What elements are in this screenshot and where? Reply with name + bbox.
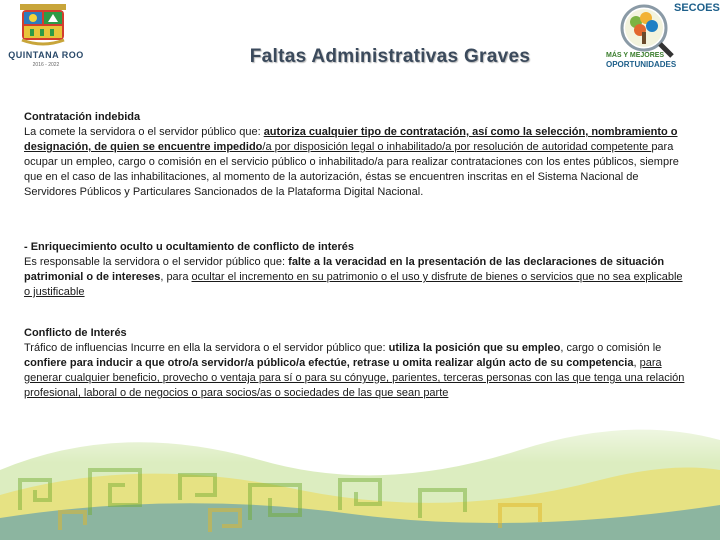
body-mid: , para — [160, 271, 192, 283]
secoes-tagline-2: OPORTUNIDADES — [606, 60, 677, 69]
body-rest: para ocupar un empleo, cargo o comisión en el servicio público o inhabilitado/a para realizar contrataciones con los entes públicos, siempre que en el caso de las inhabilitaciones, al momento de la autorización, éstas se encuentren inscritas en el Sistema Nacional de Servidores Públicos y Particulares Sancionados de la Plataforma Digital Nacional. — [24, 141, 679, 198]
secoes-logo — [604, 2, 718, 76]
body-underlined: para generar cualquier beneficio, provecho o ventaja para sí o para su cónyuge, parientes, terceras personas con las que tenga una relación profesional, laboral o de negocios o para socios/as o sociedades de las que sean parte — [24, 357, 685, 399]
secoes-tagline-1: MÁS Y MEJORES — [606, 52, 665, 59]
body-mid: , cargo o comisión le — [560, 342, 662, 354]
body-emphasis: autoriza cualquier tipo de contratación, así como la selección, nombramiento o designación, de quien se encuentre impedido — [24, 126, 678, 153]
header — [0, 0, 720, 80]
body-underlined: /a por disposición legal o inhabilitado/a por resolución de autoridad competente — [262, 141, 652, 153]
section-heading: Conflicto de Interés — [24, 327, 127, 339]
body-mid: , — [633, 357, 640, 369]
section-enriquecimiento — [24, 240, 688, 300]
section-conflicto — [24, 326, 688, 401]
logo-left-tagline: 2016 - 2022 — [32, 62, 60, 68]
body-intro: Tráfico de influencias Incurre en ella la servidora o el servidor público que: — [24, 342, 389, 354]
section-body — [24, 255, 688, 300]
section-heading: - Enriquecimiento oculto u ocultamiento de conflicto de interés — [24, 241, 355, 253]
section-body — [24, 341, 688, 401]
body-intro: Es responsable la servidora o el servidor público que: — [24, 256, 289, 268]
section-body — [24, 125, 688, 200]
section-contratacion — [24, 110, 688, 200]
body-emphasis: falte a la veracidad en la presentación de las declaraciones de situación patrimonial o de intereses — [24, 256, 665, 283]
body-emphasis: confiere para inducir a que otro/a servidor/a público/a efectúe, retrase u omita realizar algún acto de su competencia — [24, 357, 634, 369]
body-underlined: ocultar el incremento en su patrimonio o el uso y disfrute de bienes o servicios que no sea explicable o justificable — [24, 271, 683, 298]
decorative-footer-pattern — [0, 400, 720, 540]
body-emphasis: utiliza la posición que su empleo — [388, 342, 561, 354]
logo-left-name: QUINTANA ROO — [8, 50, 84, 60]
page-title: Faltas Administrativas Graves — [249, 46, 531, 67]
quintana-roo-crest-icon — [20, 4, 66, 46]
section-heading: Contratación indebida — [24, 111, 141, 123]
body-intro: La comete la servidora o el servidor público que: — [24, 126, 264, 138]
secoes-name: SECOES — [674, 2, 720, 14]
